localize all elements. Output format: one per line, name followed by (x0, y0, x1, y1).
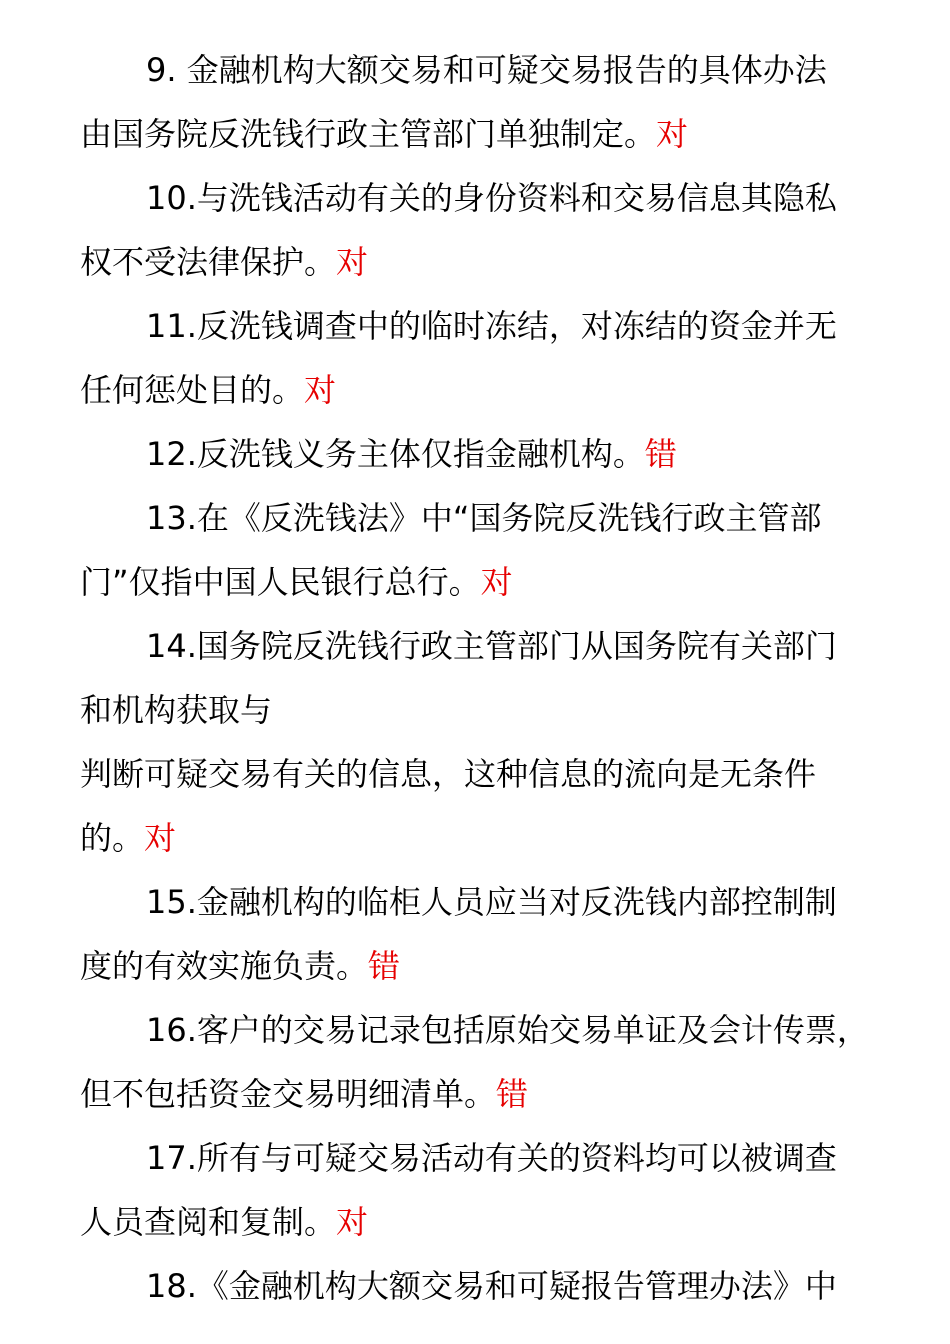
question-text: 人员查阅和复制。 (80, 1203, 337, 1241)
question-17 (80, 1126, 870, 1254)
question-text: 和机构获取与 (80, 691, 273, 729)
document-page (80, 38, 870, 1318)
question-10 (80, 166, 870, 294)
question-line (80, 870, 870, 934)
question-text: 但不包括资金交易明细清单。 (80, 1075, 497, 1113)
question-text: 金融机构大额交易和可疑交易报告的具体办法 (186, 51, 827, 89)
answer-mark: 对 (480, 563, 513, 601)
question-line (80, 934, 870, 998)
question-line (80, 102, 870, 166)
question-text: 的。 (80, 819, 145, 857)
question-line (80, 550, 870, 614)
question-text: 与洗钱活动有关的身份资料和交易信息其隐私 (196, 179, 837, 217)
question-text: 在《反洗钱法》中“国务院反洗钱行政主管部 (196, 499, 822, 537)
question-14 (80, 614, 870, 870)
answer-mark: 对 (336, 1203, 369, 1241)
question-text: 国务院反洗钱行政主管部门从国务院有关部门 (196, 627, 837, 665)
question-9 (80, 38, 870, 166)
question-number: 17. (146, 1139, 197, 1177)
question-line (80, 166, 870, 230)
question-line (80, 614, 870, 678)
question-number: 12. (146, 435, 197, 473)
question-16 (80, 998, 870, 1126)
question-number: 13. (146, 499, 197, 537)
question-number: 10. (146, 179, 197, 217)
answer-mark: 错 (368, 947, 401, 985)
answer-mark: 对 (144, 819, 177, 857)
question-text: 门”仅指中国人民银行总行。 (80, 563, 481, 601)
question-line (80, 742, 870, 806)
question-line (80, 230, 870, 294)
question-text: 金融机构的临柜人员应当对反洗钱内部控制制 (196, 883, 837, 921)
question-text: 判断可疑交易有关的信息，这种信息的流向是无条件 (80, 755, 817, 793)
answer-mark: 对 (656, 115, 689, 153)
question-line (80, 1126, 870, 1190)
question-line (80, 998, 870, 1062)
question-line (80, 294, 870, 358)
question-text: 由国务院反洗钱行政主管部门单独制定。 (80, 115, 657, 153)
question-text: 所有与可疑交易活动有关的资料均可以被调查 (196, 1139, 837, 1177)
question-line (80, 358, 870, 422)
question-line (80, 1190, 870, 1254)
question-number: 16. (146, 1011, 197, 1049)
answer-mark: 对 (336, 243, 369, 281)
answer-mark: 对 (304, 371, 337, 409)
question-text: 《金融机构大额交易和可疑报告管理办法》中 (196, 1267, 837, 1305)
question-12 (80, 422, 870, 486)
question-number: 11. (146, 307, 197, 345)
question-text: 反洗钱调查中的临时冻结，对冻结的资金并无 (196, 307, 837, 345)
question-number: 14. (146, 627, 197, 665)
answer-mark: 错 (496, 1075, 529, 1113)
question-13 (80, 486, 870, 614)
question-line (80, 1062, 870, 1126)
question-line (80, 422, 870, 486)
question-line (80, 1254, 870, 1318)
question-number: 18. (146, 1267, 197, 1305)
question-number: 15. (146, 883, 197, 921)
question-number: 9. (146, 51, 177, 89)
question-text: 权不受法律保护。 (80, 243, 337, 281)
question-line (80, 678, 870, 742)
question-line (80, 806, 870, 870)
question-text: 任何惩处目的。 (80, 371, 305, 409)
question-11 (80, 294, 870, 422)
answer-mark: 错 (644, 435, 677, 473)
question-18 (80, 1254, 870, 1318)
question-15 (80, 870, 870, 998)
question-line (80, 486, 870, 550)
question-text: 度的有效实施负责。 (80, 947, 369, 985)
question-text: 客户的交易记录包括原始交易单证及会计传票， (196, 1011, 869, 1049)
question-text: 反洗钱义务主体仅指金融机构。 (196, 435, 645, 473)
question-line (80, 38, 870, 102)
